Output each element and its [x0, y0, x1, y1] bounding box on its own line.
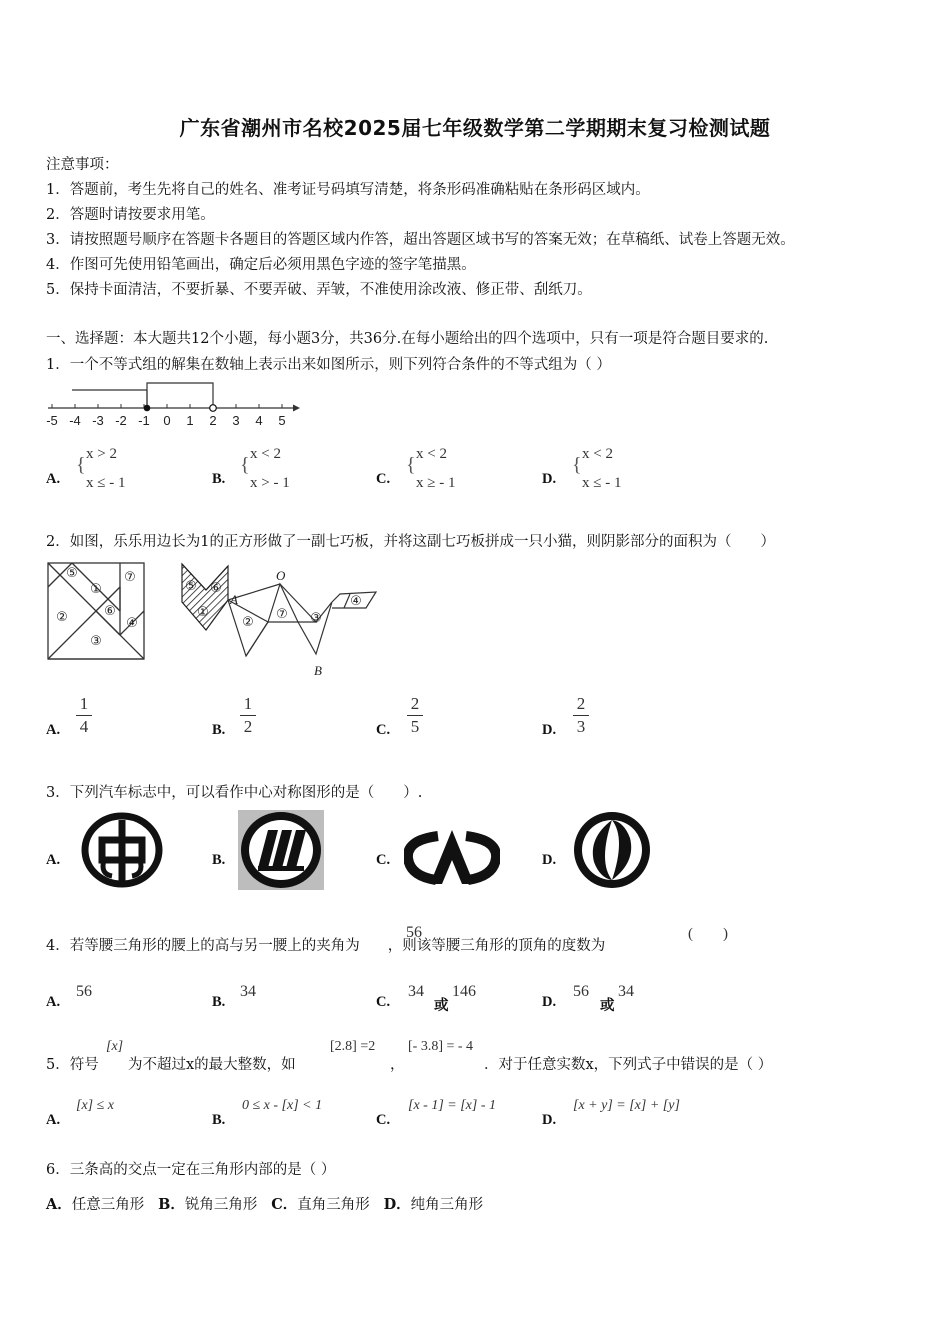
q5-example-2: [- 3.8] = - 4 — [408, 1039, 474, 1054]
q4-option-b-label[interactable]: B. — [212, 994, 226, 1010]
piece-label: ⑦ — [276, 607, 288, 622]
q1-option-d-label[interactable]: D. — [542, 471, 557, 487]
q2-text: 2．如图，乐乐用边长为1的正方形做了一副七巧板，并将这副七巧板拼成一只小猫，则阴影部分的面积为（ ） — [46, 534, 775, 550]
q3-option-b-label[interactable]: B. — [212, 852, 226, 868]
piece-label: ④ — [126, 616, 138, 631]
q5-option-d-label[interactable]: D. — [542, 1112, 557, 1128]
q4-paren: ( ) — [688, 926, 728, 942]
q4-option-b-value: 34 — [240, 983, 256, 1000]
tick-label: -4 — [69, 413, 81, 428]
q6-option-a-label[interactable]: A． — [46, 1196, 72, 1213]
q1-option-c-system: x < 2 x ≥ - 1 — [416, 446, 456, 491]
piece-label: ① — [197, 605, 209, 620]
q5-prefix: 5．符号 — [46, 1057, 99, 1073]
piece-label: ④ — [350, 594, 362, 609]
q2-option-c-label[interactable]: C. — [376, 722, 391, 738]
piece-label: ② — [242, 615, 254, 630]
notes-item-3: 3．请按照题号顺序在答题卡各题目的答题区域内作答，超出答题区域书写的答案无效；在草稿纸、试卷上答题无效。 — [46, 232, 795, 248]
brace-icon: { — [406, 454, 416, 476]
q2-option-d-label[interactable]: D. — [542, 722, 557, 738]
notes-item-5: 5．保持卡面清洁，不要折暴、不要弄破、弄皱，不准使用涂改液、修正带、刮纸刀。 — [46, 282, 592, 298]
q4-option-c-value2: 146 — [452, 983, 476, 1000]
q1-text: 1．一个不等式组的解集在数轴上表示出来如图所示，则下列符合条件的不等式组为（ ） — [46, 357, 611, 373]
piece-label: ⑤ — [66, 566, 78, 581]
q2-option-b-fraction: 1 2 — [238, 694, 258, 737]
q2-option-b-label[interactable]: B. — [212, 722, 226, 738]
q1-option-b-system: x < 2 x > - 1 — [250, 446, 290, 491]
section-heading: 一、选择题：本大题共12个小题，每小题3分，共36分.在每小题给出的四个选项中，只有一项是符合题目要求的. — [46, 331, 769, 347]
tick-label: 4 — [255, 413, 263, 428]
q4-option-d-or: 或 — [600, 997, 615, 1014]
tick-label: -3 — [92, 413, 104, 428]
q4-option-d-value2: 34 — [618, 983, 634, 1000]
point-label-o: O — [276, 568, 286, 583]
q1-number-line — [44, 375, 306, 430]
q1-option-a-system: x > 2 x ≤ - 1 — [86, 446, 126, 491]
q4-option-a-value: 56 — [76, 983, 92, 1000]
q5-option-b-expr: 0 ≤ x - [x] < 1 — [242, 1098, 323, 1113]
q3-logo-a-icon — [80, 812, 164, 888]
q1-option-b-label[interactable]: B. — [212, 471, 226, 487]
q4-angle: 56 — [406, 924, 422, 941]
q3-logo-b-icon — [238, 810, 324, 890]
brace-icon: { — [76, 454, 86, 476]
q6-options — [46, 1193, 483, 1214]
q6-option-b-label[interactable]: B． — [158, 1196, 185, 1213]
q5-symbol: [x] — [106, 1039, 124, 1054]
q3-option-c-label[interactable]: C. — [376, 852, 391, 868]
page-title: 广东省潮州市名校2025届七年级数学第二学期期末复习检测试题 — [179, 116, 771, 140]
q6-option-d-label[interactable]: D． — [383, 1196, 411, 1213]
piece-label: ⑤ — [185, 579, 197, 594]
q4-option-c-value1: 34 — [408, 983, 424, 1000]
q5-example-1: [2.8] =2 — [330, 1039, 376, 1054]
q5-option-d-expr: [x + y] = [x] + [y] — [573, 1098, 680, 1113]
q4-option-d-value1: 56 — [573, 983, 589, 1000]
piece-label: ⑥ — [104, 604, 116, 619]
q3-logo-c-icon — [404, 826, 500, 888]
q5-mid: 为不超过x的最大整数，如 — [128, 1057, 296, 1073]
q5-option-a-expr: [x] ≤ x — [76, 1098, 115, 1113]
piece-label: ③ — [310, 611, 322, 626]
q5-option-b-label[interactable]: B. — [212, 1112, 226, 1128]
q4-option-a-label[interactable]: A. — [46, 994, 61, 1010]
q1-option-d-system: x < 2 x ≤ - 1 — [582, 446, 622, 491]
q6-option-c-label[interactable]: C． — [271, 1196, 298, 1213]
q6-option-a-text[interactable]: 任意三角形 — [71, 1197, 145, 1213]
q2-option-c-fraction: 2 5 — [405, 694, 425, 737]
q6-option-d-text[interactable]: 纯角三角形 — [410, 1197, 484, 1213]
brace-icon: { — [240, 454, 250, 476]
q3-option-d-label[interactable]: D. — [542, 852, 557, 868]
q4-option-c-label[interactable]: C. — [376, 994, 391, 1010]
tick-label: 3 — [232, 413, 240, 428]
q2-option-a-fraction: 1 4 — [74, 694, 94, 737]
tick-label: 1 — [186, 413, 194, 428]
q5-comma: ， — [390, 1057, 405, 1073]
tick-label: 2 — [209, 413, 217, 428]
notes-item-2: 2．答题时请按要求用笔。 — [46, 207, 215, 223]
tick-label: 5 — [278, 413, 286, 428]
q2-option-a-label[interactable]: A. — [46, 722, 61, 738]
tick-label: 0 — [163, 413, 171, 428]
q2-tangram-cat — [176, 560, 386, 682]
q4-option-d-label[interactable]: D. — [542, 994, 557, 1010]
q3-option-a-label[interactable]: A. — [46, 852, 61, 868]
piece-label: ⑥ — [210, 581, 222, 596]
piece-label: ③ — [90, 634, 102, 649]
q5-option-c-expr: [x - 1] = [x] - 1 — [408, 1098, 496, 1113]
q2-tangram-square — [46, 561, 146, 661]
q4-text: 4．若等腰三角形的腰上的高与另一腰上的夹角为 ，则该等腰三角形的顶角的度数为 — [46, 938, 606, 954]
q6-option-b-text[interactable]: 锐角三角形 — [184, 1197, 258, 1213]
q1-option-a-label[interactable]: A. — [46, 471, 61, 487]
q1-option-c-label[interactable]: C. — [376, 471, 391, 487]
tick-label: -5 — [46, 413, 58, 428]
q3-text: 3．下列汽车标志中，可以看作中心对称图形的是（ ）. — [46, 785, 423, 801]
tick-label: -2 — [115, 413, 127, 428]
notes-item-4: 4．作图可先使用铅笔画出，确定后必须用黑色字迹的签字笔描黑。 — [46, 257, 476, 273]
piece-label: ⑦ — [124, 570, 136, 585]
notes-item-1: 1．答题前，考生先将自己的姓名、准考证号码填写清楚，将条形码准确粘贴在条形码区域内。 — [46, 182, 650, 198]
brace-icon: { — [572, 454, 582, 476]
point-label-b: B — [314, 663, 322, 678]
piece-label: ② — [56, 610, 68, 625]
q4-option-c-or: 或 — [434, 997, 449, 1014]
q5-suffix: ．对于任意实数x，下列式子中错误的是（ ） — [484, 1057, 773, 1073]
q6-text: 6．三条高的交点一定在三角形内部的是（ ） — [46, 1162, 336, 1178]
q5-option-a-label[interactable]: A. — [46, 1112, 61, 1128]
tick-label: -1 — [138, 413, 150, 428]
piece-label: ① — [90, 582, 102, 597]
q3-logo-d-icon — [570, 808, 654, 892]
q2-option-d-fraction: 2 3 — [571, 694, 591, 737]
q6-option-c-text[interactable]: 直角三角形 — [297, 1197, 370, 1213]
point-label-a: A — [230, 592, 238, 607]
q5-option-c-label[interactable]: C. — [376, 1112, 391, 1128]
notes-heading: 注意事项： — [46, 157, 119, 173]
